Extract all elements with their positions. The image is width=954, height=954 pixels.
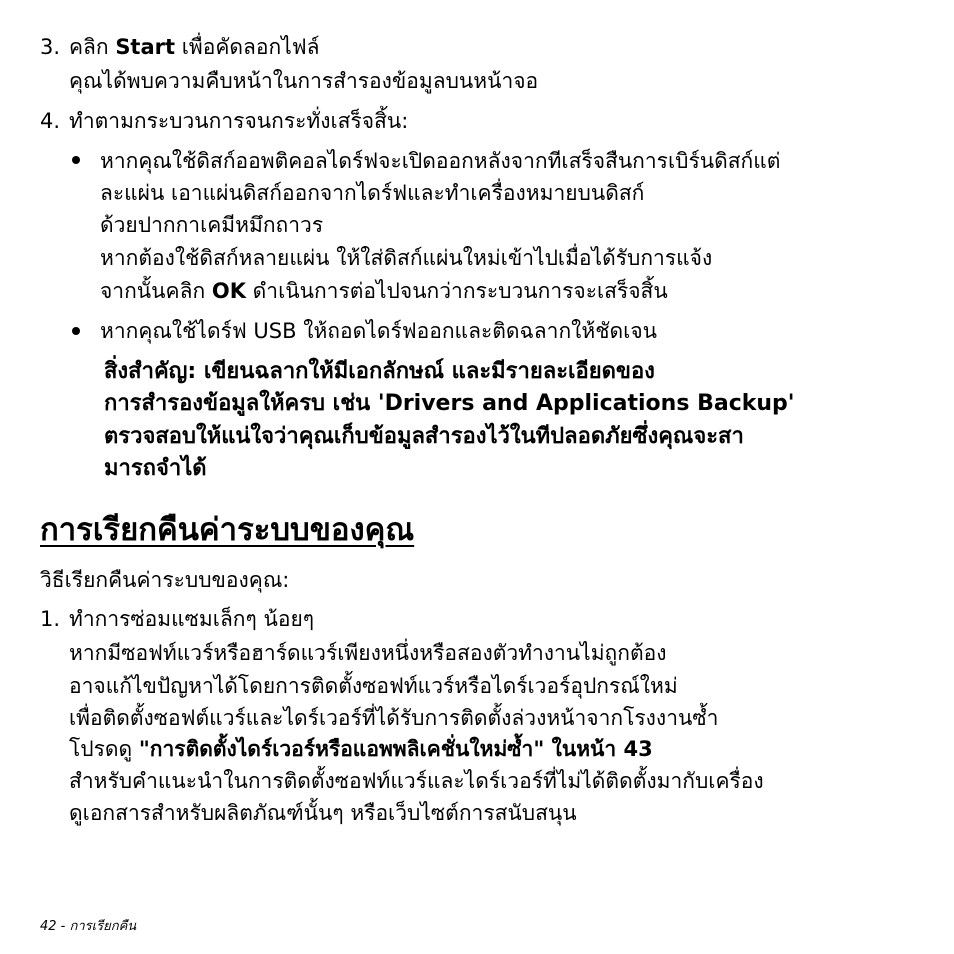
bullet-1-line-4: หากต้องใช้ดิสก์หลายแผ่น ให้ใส่ดิสก์แผ่นใหม่เข้าไปเมื่อได้รับการแจ้ง xyxy=(100,246,713,270)
page-footer: 42 - การเรียกคืน xyxy=(40,919,137,934)
bullet-1-line-1: หากคุณใช้ดิสก์ออพติคอลไดร์ฟจะเปิดออกหลังจากทีเสร็จสืนการเบิร์นดิสก์แต่ xyxy=(100,149,781,173)
important-line-1: สิ่งสำคัญ: เขียนฉลากให้มีเอกลักษณ์ และมีรายละเอียดของ xyxy=(104,359,655,384)
step-4-number: 4. xyxy=(40,109,61,133)
important-line-2: การสำรองข้อมูลให้ครบ เช่น 'Drivers and Applications Backup' xyxy=(104,391,795,416)
bullet-1-line-3: ด้วยปากกาเคมีหมึกถาวร xyxy=(100,213,324,237)
bullet-icon xyxy=(72,327,80,335)
bullet-1-prefix: จากนั้นคลิก xyxy=(100,279,212,303)
bullet-2-line-1: หากคุณใช้ไดร์ฟ USB ให้ถอดไดร์ฟออกและติดฉลากให้ชัดเจน xyxy=(100,319,658,343)
step-3-number: 3. xyxy=(40,35,61,59)
step-1-line-5: สำหรับคำแนะนำในการติดตั้งซอฟท์แวร์และไดร์เวอร์ที่ไม่ได้ติดตั้งมากับเครื่อง xyxy=(69,769,764,793)
step-3-prefix: คลิก xyxy=(69,35,116,59)
reference-link[interactable]: "การติดตั้งไดร์เวอร์หรือแอพพลิเคชั่นใหม่ซ้ำ" ในหน้า 43 xyxy=(138,737,653,761)
reference-prefix: โปรดดู xyxy=(69,737,139,761)
bullet-1-line-5 xyxy=(100,276,668,306)
step-3-line-2: คุณได้พบความคืบหน้าในการสำรองข้อมูลบนหน้าจอ xyxy=(69,69,539,93)
step-4-line-1: ทำตามกระบวนการจนกระทั่งเสร็จสิ้น: xyxy=(69,109,409,133)
step-1-line-1: หากมีซอฟท์แวร์หรือฮาร์ดแวร์เพียงหนึ่งหรือสองตัวทำงานไม่ถูกต้อง xyxy=(69,641,667,665)
step-1-line-2: อาจแก้ไขปัญหาได้โดยการติดตั้งซอฟท์แวร์หรือไดร์เวอร์อุปกรณ์ใหม่ xyxy=(69,674,678,698)
step-3-suffix: เพื่อคัดลอกไฟล์ xyxy=(175,35,320,59)
bullet-1-suffix: ดำเนินการต่อไปจนกว่ากระบวนการจะเสร็จสิ้น xyxy=(245,279,668,303)
important-line-4: มารถจำได้ xyxy=(104,456,207,481)
bullet-icon xyxy=(72,156,80,164)
section-heading: การเรียกคืนค่าระบบของคุณ xyxy=(40,512,415,548)
step-1-reference xyxy=(69,734,653,764)
important-line-3: ตรวจสอบให้แน่ใจว่าคุณเก็บข้อมูลสำรองไว้ในทีปลอดภัยซึ่งคุณจะสา xyxy=(104,424,744,449)
step-1-title: ทำการซ่อมแซมเล็กๆ น้อยๆ xyxy=(69,607,315,631)
section-intro: วิธีเรียกคืนค่าระบบของคุณ: xyxy=(40,568,290,592)
step-3-line-1 xyxy=(69,32,320,62)
step-1-line-3: เพื่อติดตั้งซอฟต์แวร์และไดร์เวอร์ที่ได้รับการติดตั้งล่วงหน้าจากโรงงานซ้ำ xyxy=(69,706,719,730)
step-1-line-6: ดูเอกสารสำหรับผลิตภัณฑ์นั้นๆ หรือเว็บไซต์การสนับสนุน xyxy=(69,801,577,825)
start-keyword: Start xyxy=(115,35,176,59)
ok-keyword: OK xyxy=(211,279,246,303)
step-1-number: 1. xyxy=(40,607,61,631)
bullet-1-line-2: ละแผ่น เอาแผ่นดิสก์ออกจากไดร์ฟและทำเครื่องหมายบนดิสก์ xyxy=(100,181,645,205)
